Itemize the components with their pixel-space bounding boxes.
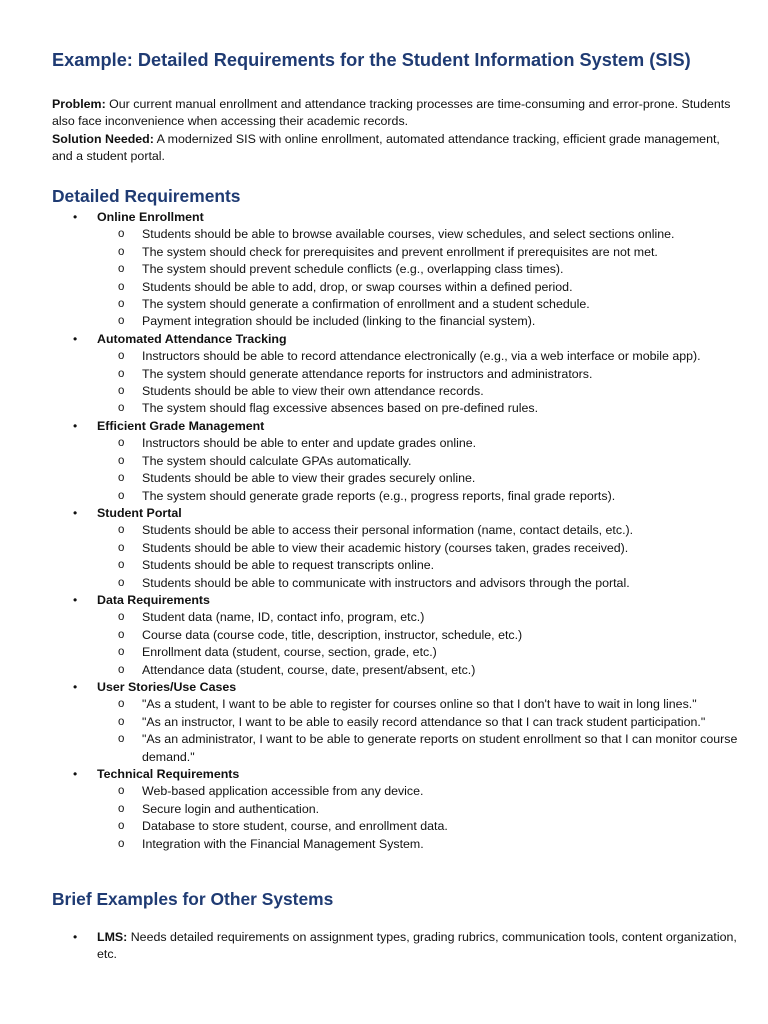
circle-bullet-icon: o (118, 454, 125, 467)
requirement-text: The system should generate a confirmation of enrollment and a student schedule. (142, 297, 590, 312)
requirement-text: Students should be able to access their personal information (name, contact details, etc.). (142, 523, 634, 538)
section-title: Online Enrollment (97, 210, 204, 224)
section-title: Technical Requirements (97, 767, 240, 781)
requirement-item (97, 627, 742, 644)
circle-bullet-icon: o (118, 715, 125, 728)
requirement-text: Secure login and authentication. (142, 801, 320, 816)
circle-bullet-icon: o (118, 385, 125, 398)
requirement-item (97, 714, 742, 731)
requirement-item (97, 575, 742, 592)
requirement-text: "As a student, I want to be able to register for courses online so that I don't have to wait in long lines." (142, 697, 697, 712)
circle-bullet-icon: o (118, 298, 125, 311)
requirement-text: The system should check for prerequisites and prevent enrollment if prerequisites are not met. (142, 244, 658, 259)
bullet-icon: • (73, 679, 78, 694)
circle-bullet-icon: o (118, 576, 125, 589)
requirement-text: Student data (name, ID, contact info, program, etc.) (142, 610, 425, 625)
circle-bullet-icon: o (118, 280, 125, 293)
bullet-icon: • (73, 767, 78, 781)
requirement-text: The system should flag excessive absences based on pre-defined rules. (142, 401, 539, 416)
requirement-text: Integration with the Financial Management System. (142, 836, 424, 851)
requirement-item (97, 557, 742, 574)
requirement-item (97, 540, 742, 557)
circle-bullet-icon: o (118, 628, 125, 641)
requirement-items (97, 783, 742, 853)
requirement-section (52, 679, 742, 766)
requirement-item (97, 522, 742, 539)
circle-bullet-icon: o (118, 228, 125, 241)
requirement-text: Students should be able to browse available courses, view schedules, and select sections online. (142, 227, 675, 242)
brief-example-text: Needs detailed requirements on assignment types, grading rubrics, communication tools, content organization, etc. (97, 930, 737, 962)
circle-bullet-icon: o (118, 559, 125, 572)
requirement-item (97, 609, 742, 626)
requirement-text: Payment integration should be included (linking to the financial system). (142, 314, 536, 329)
section-title: Efficient Grade Management (97, 418, 265, 433)
requirement-item (97, 453, 742, 470)
requirement-item (97, 644, 742, 661)
circle-bullet-icon: o (118, 367, 125, 380)
requirement-item (97, 244, 742, 261)
requirement-item (97, 261, 742, 278)
circle-bullet-icon: o (118, 315, 125, 328)
circle-bullet-icon: o (118, 437, 125, 450)
bullet-icon: • (73, 505, 78, 520)
requirement-items (97, 696, 742, 766)
section-title: User Stories/Use Cases (97, 679, 237, 694)
requirement-text: "As an administrator, I want to be able to generate reports on student enrollment so that I can monitor course demand." (142, 732, 738, 764)
requirement-item (97, 662, 742, 679)
problem-text: Our current manual enrollment and attendance tracking processes are time-consuming and error-prone. Students also face inconvenience when accessing their academic records. (52, 97, 731, 129)
requirement-items (97, 226, 742, 330)
brief-example-item (52, 929, 742, 964)
bullet-icon: • (73, 331, 78, 346)
bullet-icon: • (73, 930, 78, 944)
requirement-text: Course data (course code, title, description, instructor, schedule, etc.) (142, 627, 523, 642)
requirement-item (97, 348, 742, 365)
requirement-item (97, 488, 742, 505)
circle-bullet-icon: o (118, 646, 125, 659)
requirement-text: Students should be able to view their academic history (courses taken, grades received). (142, 540, 629, 555)
circle-bullet-icon: o (118, 785, 125, 798)
solution-label: Solution Needed: (52, 131, 154, 146)
circle-bullet-icon: o (118, 733, 125, 746)
circle-bullet-icon: o (118, 350, 125, 363)
circle-bullet-icon: o (118, 524, 125, 537)
bullet-icon: • (73, 418, 78, 433)
requirement-text: The system should generate grade reports (e.g., progress reports, final grade reports). (142, 488, 616, 503)
requirement-text: Database to store student, course, and enrollment data. (142, 819, 448, 834)
requirement-text: Students should be able to communicate with instructors and advisors through the portal. (142, 575, 630, 590)
requirement-items (97, 609, 742, 679)
requirement-item (97, 783, 742, 800)
bullet-icon: • (73, 210, 78, 224)
problem-paragraph (52, 96, 732, 131)
circle-bullet-icon: o (118, 698, 125, 711)
circle-bullet-icon: o (118, 263, 125, 276)
circle-bullet-icon: o (118, 472, 125, 485)
requirement-section (52, 209, 742, 331)
requirement-item (97, 366, 742, 383)
problem-label: Problem: (52, 97, 106, 111)
requirement-item (97, 836, 742, 853)
circle-bullet-icon: o (118, 489, 125, 502)
requirement-item (97, 801, 742, 818)
requirement-item (97, 818, 742, 835)
requirement-item (97, 296, 742, 313)
requirement-item (97, 400, 742, 417)
circle-bullet-icon: o (118, 663, 125, 676)
requirement-text: The system should generate attendance reports for instructors and administrators. (142, 366, 593, 381)
section-title: Data Requirements (97, 592, 210, 607)
requirement-text: Students should be able to view their own attendance records. (142, 384, 484, 399)
requirement-text: Students should be able to add, drop, or swap courses within a defined period. (142, 279, 573, 294)
requirement-text: Instructors should be able to record attendance electronically (e.g., via a web interface or mobile app). (142, 349, 701, 364)
requirement-text: Enrollment data (student, course, section, grade, etc.) (142, 645, 437, 660)
brief-example-label: LMS: (97, 930, 128, 944)
requirement-text: Web-based application accessible from any device. (142, 784, 424, 799)
intro-block (52, 96, 732, 166)
requirement-text: Students should be able to request transcripts online. (142, 558, 435, 573)
requirement-text: Students should be able to view their grades securely online. (142, 471, 476, 486)
requirement-item (97, 696, 742, 713)
section-title: Student Portal (97, 505, 182, 520)
brief-examples-list (52, 929, 742, 964)
requirement-item (97, 279, 742, 296)
circle-bullet-icon: o (118, 611, 125, 624)
requirement-section (52, 592, 742, 679)
requirement-section (52, 418, 742, 505)
circle-bullet-icon: o (118, 820, 125, 833)
requirement-text: The system should calculate GPAs automatically. (142, 453, 412, 468)
solution-paragraph (52, 131, 732, 166)
requirement-items (97, 348, 742, 418)
requirement-section (52, 331, 742, 418)
requirement-section (52, 505, 742, 592)
requirement-item (97, 383, 742, 400)
requirement-text: Attendance data (student, course, date, present/absent, etc.) (142, 662, 476, 677)
requirement-text: Instructors should be able to enter and update grades online. (142, 436, 477, 451)
requirement-item (97, 226, 742, 243)
requirement-items (97, 435, 742, 505)
brief-examples-heading: Brief Examples for Other Systems (52, 889, 334, 909)
circle-bullet-icon: o (118, 837, 125, 850)
section-title: Automated Attendance Tracking (97, 331, 287, 346)
circle-bullet-icon: o (118, 802, 125, 815)
solution-text: A modernized SIS with online enrollment, automated attendance tracking, efficient grade management, and a student portal. (52, 131, 720, 164)
page-title: Example: Detailed Requirements for the Student Information System (SIS) (52, 50, 691, 70)
requirement-item (97, 435, 742, 452)
requirements-list (52, 209, 742, 853)
circle-bullet-icon: o (118, 402, 125, 415)
requirement-section (52, 766, 742, 853)
circle-bullet-icon: o (118, 245, 125, 258)
requirement-item (97, 731, 742, 766)
requirement-item (97, 313, 742, 330)
circle-bullet-icon: o (118, 541, 125, 554)
detailed-requirements-heading: Detailed Requirements (52, 186, 241, 206)
requirement-text: "As an instructor, I want to be able to easily record attendance so that I can track student participation." (142, 714, 706, 729)
requirement-item (97, 470, 742, 487)
bullet-icon: • (73, 592, 78, 607)
requirement-text: The system should prevent schedule conflicts (e.g., overlapping class times). (142, 262, 564, 277)
requirement-items (97, 522, 742, 592)
